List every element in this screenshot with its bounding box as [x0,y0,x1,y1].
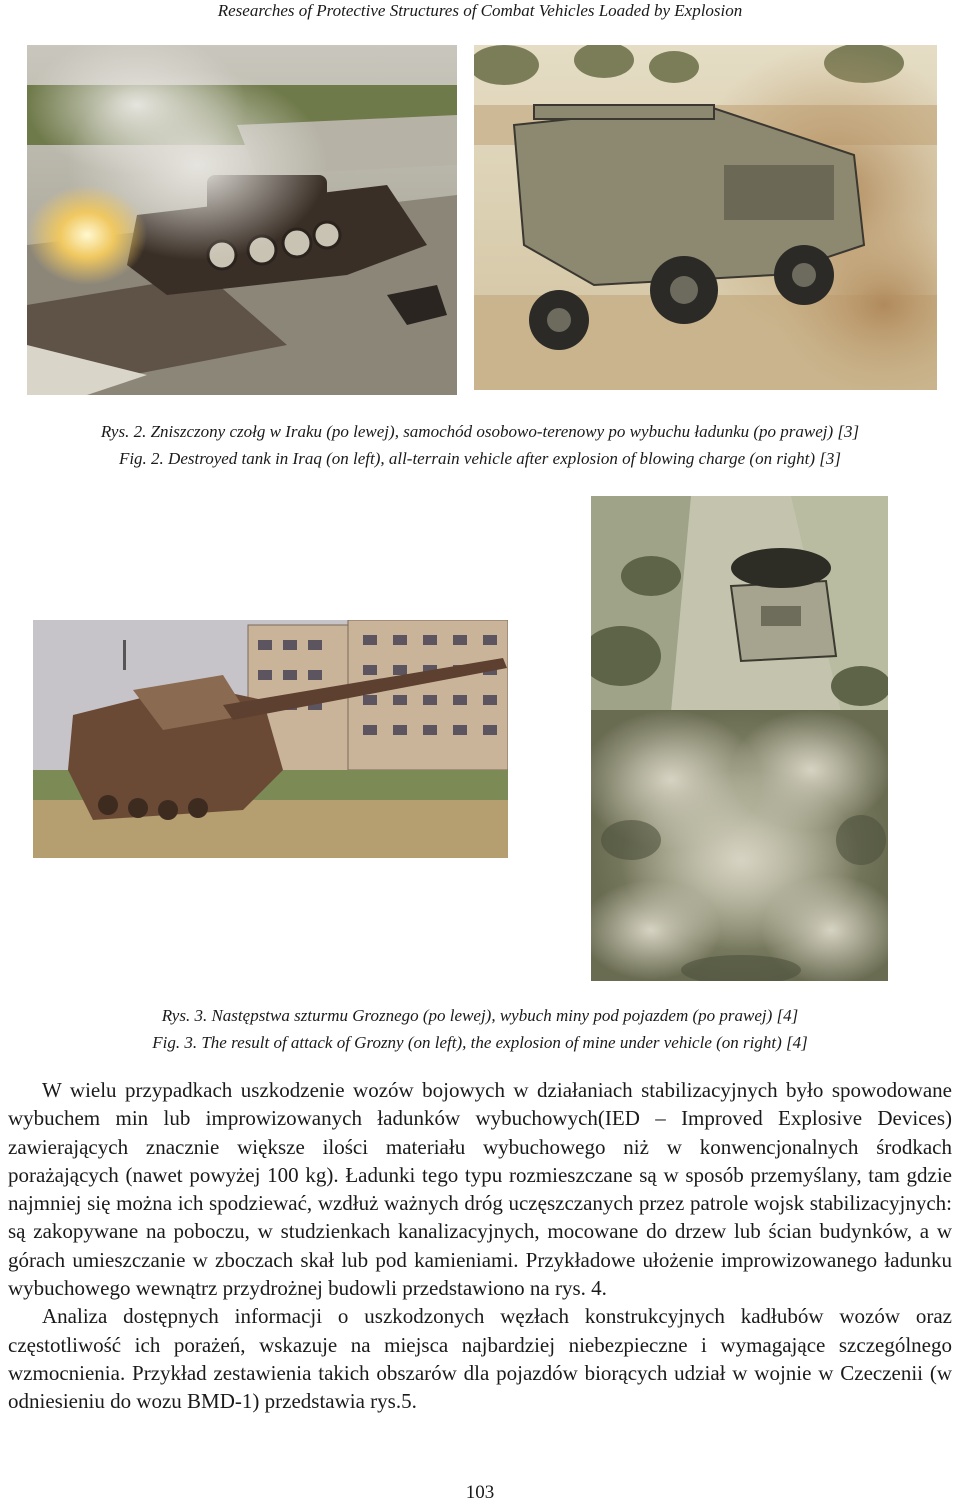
figure-2-caption [0,418,960,472]
figure-3-caption-polish: Rys. 3. Następstwa szturmu Groznego (po lewej), wybuch miny pod pojazdem (po prawej) [4] [161,1006,799,1025]
destroyed-tank-iraq-photo [27,45,457,395]
all-terrain-vehicle-explosion-photo [474,45,937,390]
vehicle-mountain-road-photo [591,496,888,712]
grozny-attack-tank-photo [33,620,508,858]
mine-explosion-photo [591,710,888,981]
figure-3-caption-english: Fig. 3. The result of attack of Grozny (on left), the explosion of mine under vehicle (on right) [4] [152,1033,808,1052]
figure-2-caption-english: Fig. 2. Destroyed tank in Iraq (on left), all-terrain vehicle after explosion of blowing charge (on right) [3] [118,449,842,468]
figure-2-caption-polish: Rys. 2. Zniszczony czołg w Iraku (po lewej), samochód osobowo-terenowy po wybuchu ładunku (po prawej) [3] [100,422,860,441]
page-number: 103 [465,1482,495,1503]
paragraph-analysis: Analiza dostępnych informacji o uszkodzonych węzłach konstrukcyjnych kadłubów wozów oraz częstotliwość ich porażeń, wskazuje na miejsca najbardziej niebezpieczne i wymagające szczególnego wzmocnienia. Przykład zestawienia takich obszarów dla pojazdów biorących udział w wojnie w Czeczenii (w odniesieniu do wozu BMD-1) przedstawia rys.5. [8,1304,952,1414]
figure-3-caption [0,1002,960,1056]
body-text [8,1076,952,1416]
running-header: Researches of Protective Structures of Combat Vehicles Loaded by Explosion [217,1,743,20]
paragraph-ied: W wielu przypadkach uszkodzenie wozów bojowych w działaniach stabilizacyjnych było spowodowane wybuchem min lub improwizowanych ładunków wybuchowych(IED – Improved Explosive Devices) zawierających znacznie większe ilości materiału wybuchowego niż w konwencjonalnych środkach porażających (nawet powyżej 100 kg). Ładunki tego typu rozmieszczane są w sposób przemyślany, tam gdzie najmniej się można ich spodziewać, wzdłuż ważnych dróg uczęszczanych przez patrole wojsk stabilizacyjnych: są zakopywane na poboczu, w studzienkach kanalizacyjnych, mocowane do drzew lub ścian budynków, a w górach umieszczanie w zboczach skał lub pod kamieniami. Przykładowe ułożenie improwizowanego ładunku wybuchowego wewnątrz przydrożnej budowli przedstawiono na rys. 4. [8,1078,952,1301]
